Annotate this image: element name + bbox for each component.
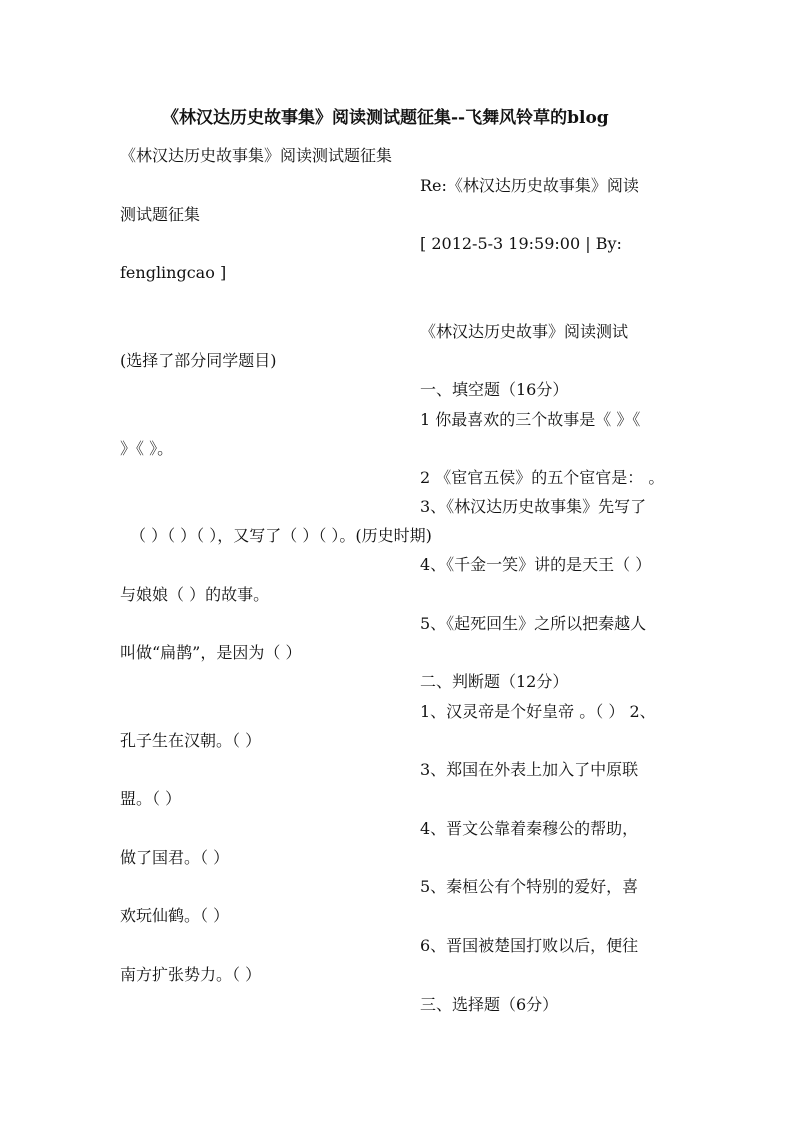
text-line: 与娘娘（ ）的故事。	[120, 585, 270, 604]
section-heading: 一、填空题（16分）	[420, 380, 569, 399]
text-line: 南方扩张势力。（ ）	[120, 965, 262, 984]
text-line: 》《 》。	[120, 439, 174, 458]
section-heading: 三、选择题（6分）	[420, 995, 559, 1014]
text-line: 测试题征集	[120, 205, 201, 224]
section-heading: 二、判断题（12分）	[420, 672, 569, 691]
text-line: 5、《起死回生》之所以把秦越人	[420, 614, 647, 633]
text-line: 做了国君。（ ）	[120, 848, 230, 867]
text-line: 1、汉灵帝是个好皇帝 。（ ） 2、	[420, 702, 656, 721]
text-line: 欢玩仙鹤。（ ）	[120, 906, 230, 925]
text-line: 孔子生在汉朝。（ ）	[120, 731, 262, 750]
text-line: 1 你最喜欢的三个故事是《 》《	[420, 410, 641, 429]
text-line: [ 2012-5-3 19:59:00 | By:	[420, 234, 622, 253]
text-line: 4、晋文公靠着秦穆公的帮助，	[420, 819, 639, 838]
text-line: （ ）（ ）（ ），又写了（ ）（ ）。(历史时期)	[130, 526, 432, 545]
text-line: fenglingcao ]	[120, 263, 227, 282]
text-line: 4、《千金一笑》讲的是天王（ ）	[420, 555, 652, 574]
text-line: 2 《宦官五侯》的五个宦官是： 。	[420, 468, 665, 487]
document-subtitle: 《林汉达历史故事集》阅读测试题征集	[120, 146, 393, 165]
text-line: 盟。（ ）	[120, 789, 182, 808]
document-title: 《林汉达历史故事集》阅读测试题征集--飞舞风铃草的blog	[162, 108, 609, 128]
text-line: 6、晋国被楚国打败以后，便往	[420, 936, 639, 955]
text-line: Re:《林汉达历史故事集》阅读	[420, 176, 639, 195]
text-line: 3、《林汉达历史故事集》先写了	[420, 497, 647, 516]
text-line: 《林汉达历史故事》阅读测试	[420, 322, 629, 341]
text-line: 3、郑国在外表上加入了中原联	[420, 760, 639, 779]
text-line: (选择了部分同学题目)	[120, 351, 277, 370]
text-line: 叫做“扁鹊”，是因为（ ）	[120, 643, 302, 662]
text-line: 5、秦桓公有个特别的爱好，喜	[420, 877, 639, 896]
